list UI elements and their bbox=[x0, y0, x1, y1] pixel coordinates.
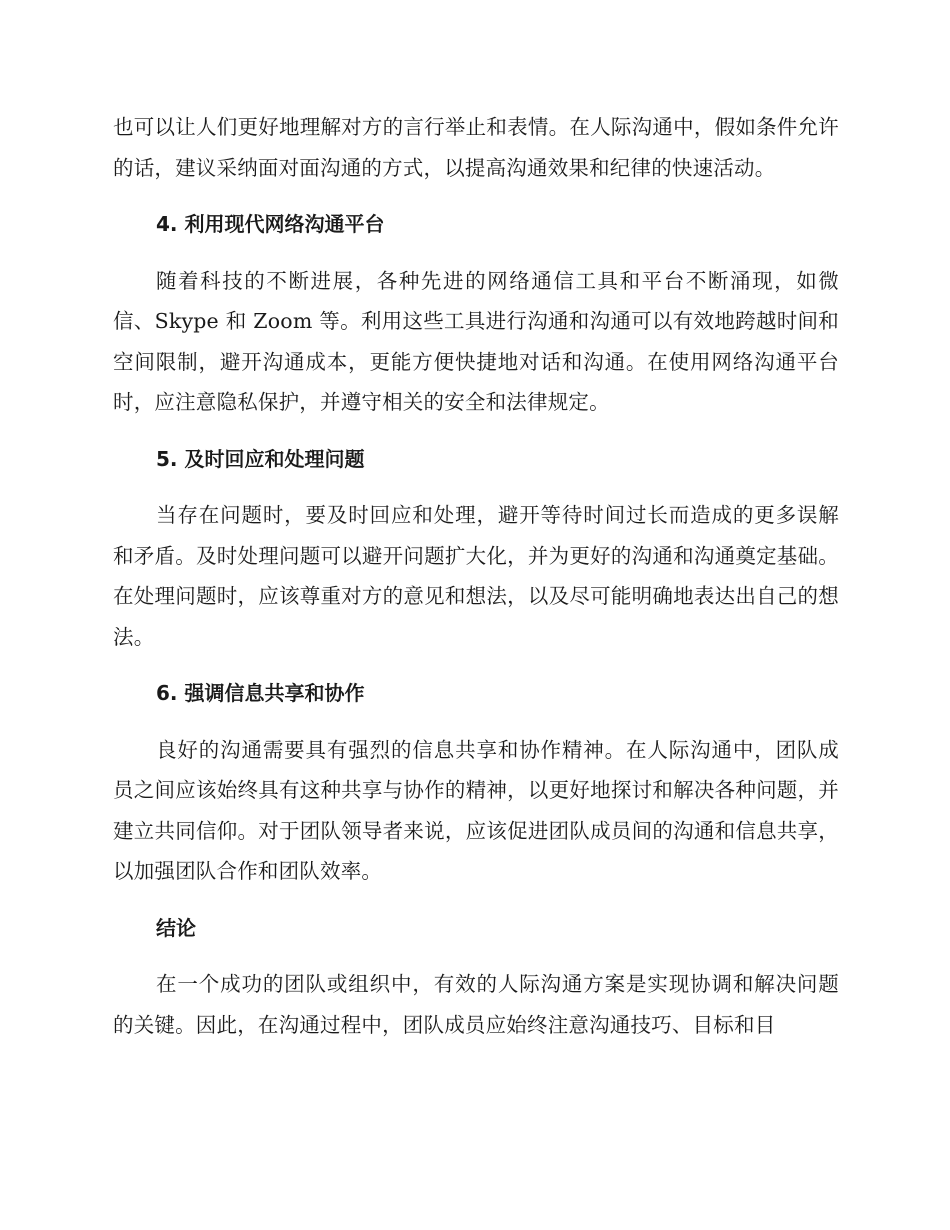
section-heading-network-platform: 4. 利用现代网络沟通平台 bbox=[156, 212, 385, 236]
section-body-timely-response: 当存在问题时，要及时回应和处理，避开等待时间过长而造成的更多误解和矛盾。及时处理问题可以避开问题扩大化，并为更好的沟通和沟通奠定基础。在处理问题时，应该尊重对方的意见和想法，以及尽可能明确地表达出自己的想法。 bbox=[113, 503, 839, 649]
section-heading-timely-response: 5. 及时回应和处理问题 bbox=[156, 446, 365, 471]
section-heading-info-sharing: 6. 强调信息共享和协作 bbox=[156, 681, 365, 705]
section-body-network-platform: 随着科技的不断进展，各种先进的网络通信工具和平台不断涌现，如微信、Skype 和 Zoom 等。利用这些工具进行沟通和沟通可以有效地跨越时间和空间限制，避开沟通成本，更能方便快捷地对话和沟通。在使用网络沟通平台时，应注意隐私保护，并遵守相关的安全和法律规定。 bbox=[113, 268, 839, 414]
section-body-info-sharing: 良好的沟通需要具有强烈的信息共享和协作精神。在人际沟通中，团队成员之间应该始终具有这种共享与协作的精神，以更好地探讨和解决各种问题，并建立共同信仰。对于团队领导者来说，应该促进团队成员间的沟通和信息共享，以加强团队合作和团队效率。 bbox=[113, 737, 839, 883]
document-page bbox=[113, 107, 839, 1045]
section-heading-conclusion: 结论 bbox=[156, 915, 196, 940]
section-body-conclusion: 在一个成功的团队或组织中，有效的人际沟通方案是实现协调和解决问题的关键。因此，在沟通过程中，团队成员应始终注意沟通技巧、目标和目 bbox=[113, 972, 839, 1037]
continuation-paragraph: 也可以让人们更好地理解对方的言行举止和表情。在人际沟通中，假如条件允许的话，建议采纳面对面沟通的方式，以提高沟通效果和纪律的快速活动。 bbox=[113, 115, 839, 180]
